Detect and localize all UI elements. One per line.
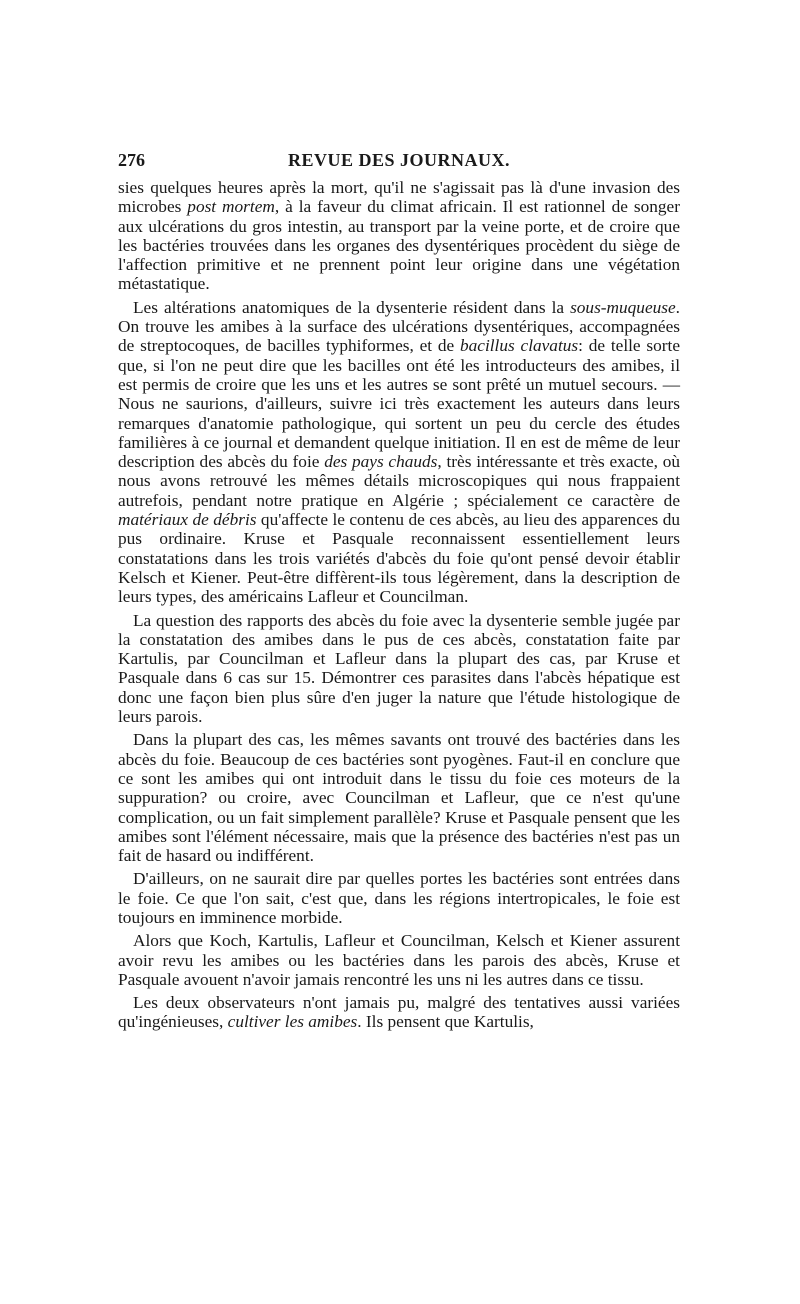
text-run: Les altérations anatomiques de la dysenterie résident dans la [133, 297, 571, 317]
paragraph [118, 298, 680, 607]
paragraph [118, 931, 680, 989]
italic-text: des pays chauds [324, 452, 438, 472]
text-run: Les deux observateurs n'ont jamais pu, malgré des tentatives aussi variées qu'ingénieuses, [118, 993, 680, 1032]
paragraph [118, 178, 680, 294]
paragraph [118, 730, 680, 865]
text-run: qu'affecte le contenu de ces abcès, au lieu des apparences du pus ordinaire. Kruse et Pasquale reconnaissent essentiellement leurs constatations dans les trois variétés d'abcès du foie qu'ont pensé devoir établir Kelsch et Kiener. Peut-être diffèrent-ils tous légèrement, dans la description de leurs types, des américains Lafleur et Councilman. [118, 510, 680, 607]
italic-text: bacillus clavatus [460, 336, 579, 356]
running-head: REVUE DES JOURNAUX. [287, 150, 511, 170]
text-run: Alors que Koch, Kartulis, Lafleur et Councilman, Kelsch et Kiener assurent avoir revu les amibes ou les bactéries dans les parois des abcès, Kruse et Pasquale avouent n'avoir jamais rencontré les uns ni les autres dans ce tissu. [118, 931, 680, 989]
text-run: Dans la plupart des cas, les mêmes savants ont trouvé des bactéries dans les abcès du foie. Beaucoup de ces bactéries sont pyogènes. Faut-il en conclure que ce sont les amibes qui ont introduit dans le tissu du foie ces moteurs de la suppuration? ou croire, avec Councilman et Lafleur, que ce n'est qu'une complication, ou un fait simplement parallèle? Kruse et Pasquale pensent que les amibes sont l'élément nécessaire, mais que la présence des bactéries n'est pas un fait de hasard ou indifférent. [118, 730, 680, 866]
text-run: : de telle sorte que, si l'on ne peut dire que les bacilles ont été les introducteurs des amibes, il est permis de croire que les uns et les autres se sont prêté un mutuel secours. — Nous ne saurions, d'ailleurs, suivre ici très exactement les auteurs dans leurs remarques d'anatomie pathologique, qui sortent un peu du cercle des études familières à ce journal et demandent quelque initiation. Il en est de même de leur description des abcès du foie [118, 336, 680, 472]
text-run: . On trouve les amibes à la surface des ulcérations dysentériques, accompagnées de streptocoques, de bacilles typhiformes, et de [118, 297, 680, 356]
italic-text: post mortem [187, 197, 275, 217]
paragraph [118, 993, 680, 1032]
italic-text: sous-muqueuse [570, 297, 676, 317]
text-run: sies quelques heures après la mort, qu'il ne s'agissait pas là d'une invasion des microbes [118, 178, 680, 217]
italic-text: matériaux de débris [118, 510, 257, 530]
text-run: D'ailleurs, on ne saurait dire par quelles portes les bactéries sont entrées dans le foie. Ce que l'on sait, c'est que, dans les régions intertropicales, le foie est toujours en imminence morbide. [118, 869, 680, 927]
page-number: 276 [118, 150, 145, 170]
body-text [118, 178, 680, 1032]
text-run: , à la faveur du climat africain. Il est rationnel de songer aux ulcérations du gros intestin, au transport par la veine porte, et de croire que les bactéries trouvées dans les organes des dysentériques procèdent du siège de l'affection primitive et ne prennent point leur origine dans une végétation métastatique. [118, 197, 680, 294]
text-run: . Ils pensent que Kartulis, [357, 1012, 534, 1032]
text-run: La question des rapports des abcès du foie avec la dysenterie semble jugée par la constatation des amibes dans le pus de ces abcès, constatation faite par Kartulis, par Councilman et Lafleur dans la plupart des cas, par Kruse et Pasquale dans 6 cas sur 15. Démontrer ces parasites dans l'abcès hépatique est donc une façon bien plus sûre d'en juger la nature que l'étude histologique de leurs parois. [118, 610, 680, 727]
paragraph [118, 611, 680, 727]
italic-text: cultiver les amibes [227, 1012, 358, 1032]
paragraph [118, 869, 680, 927]
text-run: , très intéressante et très exacte, où nous avons retrouvé les mêmes détails microscopiques qui nous frappaient autrefois, pendant notre pratique en Algérie ; spécialement ce caractère de [118, 452, 681, 510]
page-header [118, 150, 680, 176]
